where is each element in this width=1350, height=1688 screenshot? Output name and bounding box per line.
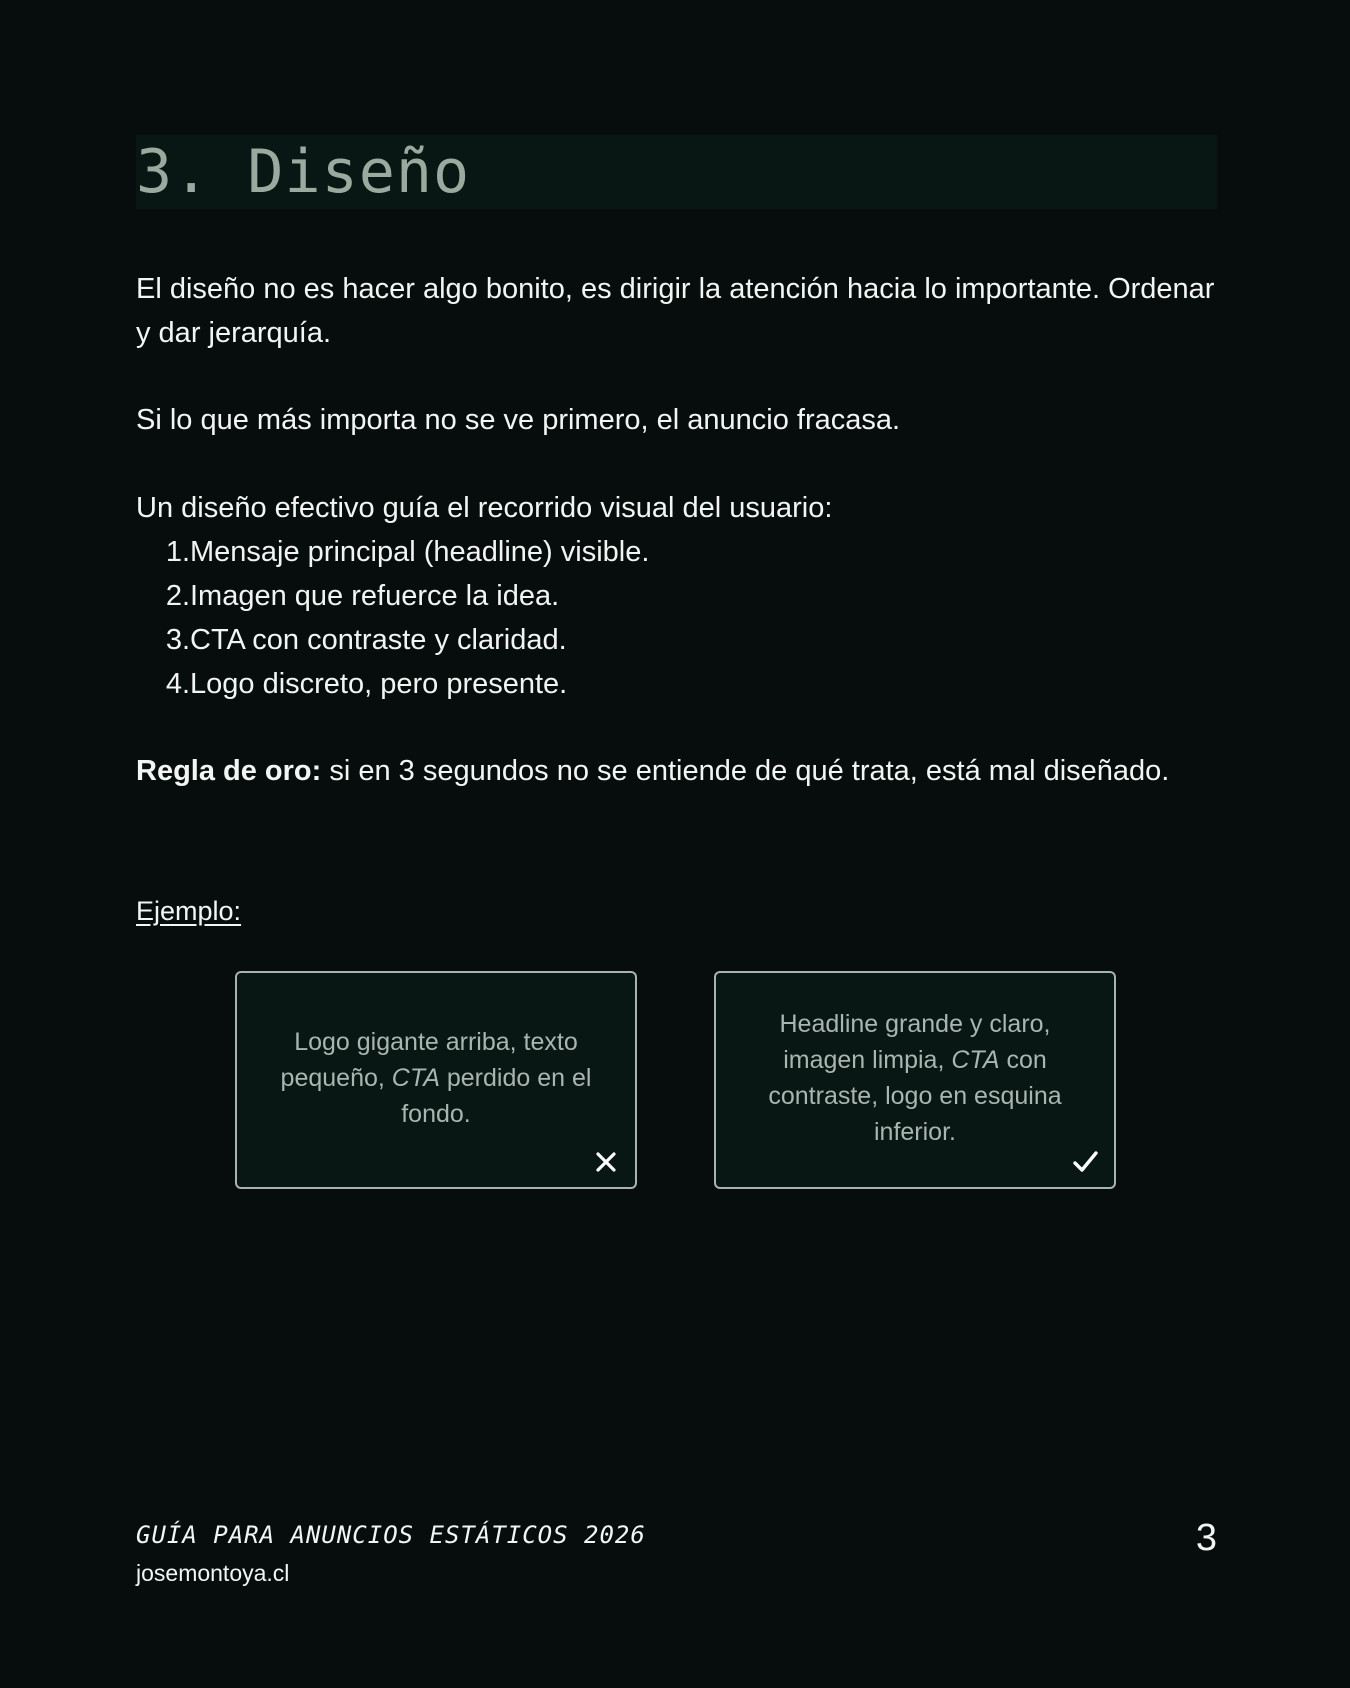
list-item-number: 2. bbox=[165, 580, 190, 612]
bad-example-card bbox=[235, 971, 637, 1189]
good-example-text-end: con contraste, logo en esquina inferior. bbox=[768, 1046, 1062, 1146]
footer-guide-title: GUÍA PARA ANUNCIOS ESTÁTICOS 2026 bbox=[136, 1521, 646, 1549]
golden-rule-text: si en 3 segundos no se entiende de qué trata, está mal diseñado. bbox=[321, 755, 1170, 787]
example-label: Ejemplo: bbox=[136, 896, 242, 926]
page-number: 3 bbox=[1195, 1517, 1217, 1559]
good-example-text bbox=[745, 1006, 1085, 1150]
list-item bbox=[136, 530, 649, 574]
steps-intro: Un diseño efectivo guía el recorrido visual del usuario: bbox=[136, 492, 833, 524]
list-item-number: 3. bbox=[165, 624, 190, 656]
good-example-text-start: Headline grande y claro, imagen limpia, bbox=[779, 1010, 1051, 1074]
check-icon bbox=[1070, 1147, 1100, 1177]
steps-list bbox=[136, 530, 649, 706]
list-item-number: 4. bbox=[165, 668, 190, 700]
footer-site-link[interactable]: josemontoya.cl bbox=[136, 1560, 290, 1586]
list-item-text: Logo discreto, pero presente. bbox=[190, 668, 568, 700]
intro-paragraph: El diseño no es hacer algo bonito, es dirigir la atención hacia lo importante. Ordenar y dar jerarquía. bbox=[136, 273, 1215, 349]
bad-example-text bbox=[266, 1024, 606, 1132]
golden-rule bbox=[136, 749, 1217, 793]
good-example-card bbox=[714, 971, 1116, 1189]
list-item bbox=[136, 574, 649, 618]
list-item-text: Imagen que refuerce la idea. bbox=[190, 580, 560, 612]
cross-icon bbox=[591, 1147, 621, 1177]
page-title: 3. Diseño bbox=[136, 137, 471, 207]
warning-paragraph: Si lo que más importa no se ve primero, el anuncio fracasa. bbox=[136, 404, 901, 436]
bad-example-text-end: perdido en el fondo. bbox=[401, 1064, 592, 1128]
list-item bbox=[136, 618, 649, 662]
document-page bbox=[136, 0, 1217, 1688]
list-item-number: 1. bbox=[165, 536, 190, 568]
good-example-cta: CTA bbox=[951, 1046, 1000, 1074]
bad-example-text-start: Logo gigante arriba, texto pequeño, bbox=[280, 1028, 578, 1092]
list-item bbox=[136, 662, 649, 706]
golden-rule-label: Regla de oro: bbox=[136, 755, 322, 787]
bad-example-cta: CTA bbox=[391, 1064, 440, 1092]
list-item-text: Mensaje principal (headline) visible. bbox=[190, 536, 650, 568]
title-bar bbox=[136, 135, 1217, 209]
list-item-text: CTA con contraste y claridad. bbox=[190, 624, 567, 656]
